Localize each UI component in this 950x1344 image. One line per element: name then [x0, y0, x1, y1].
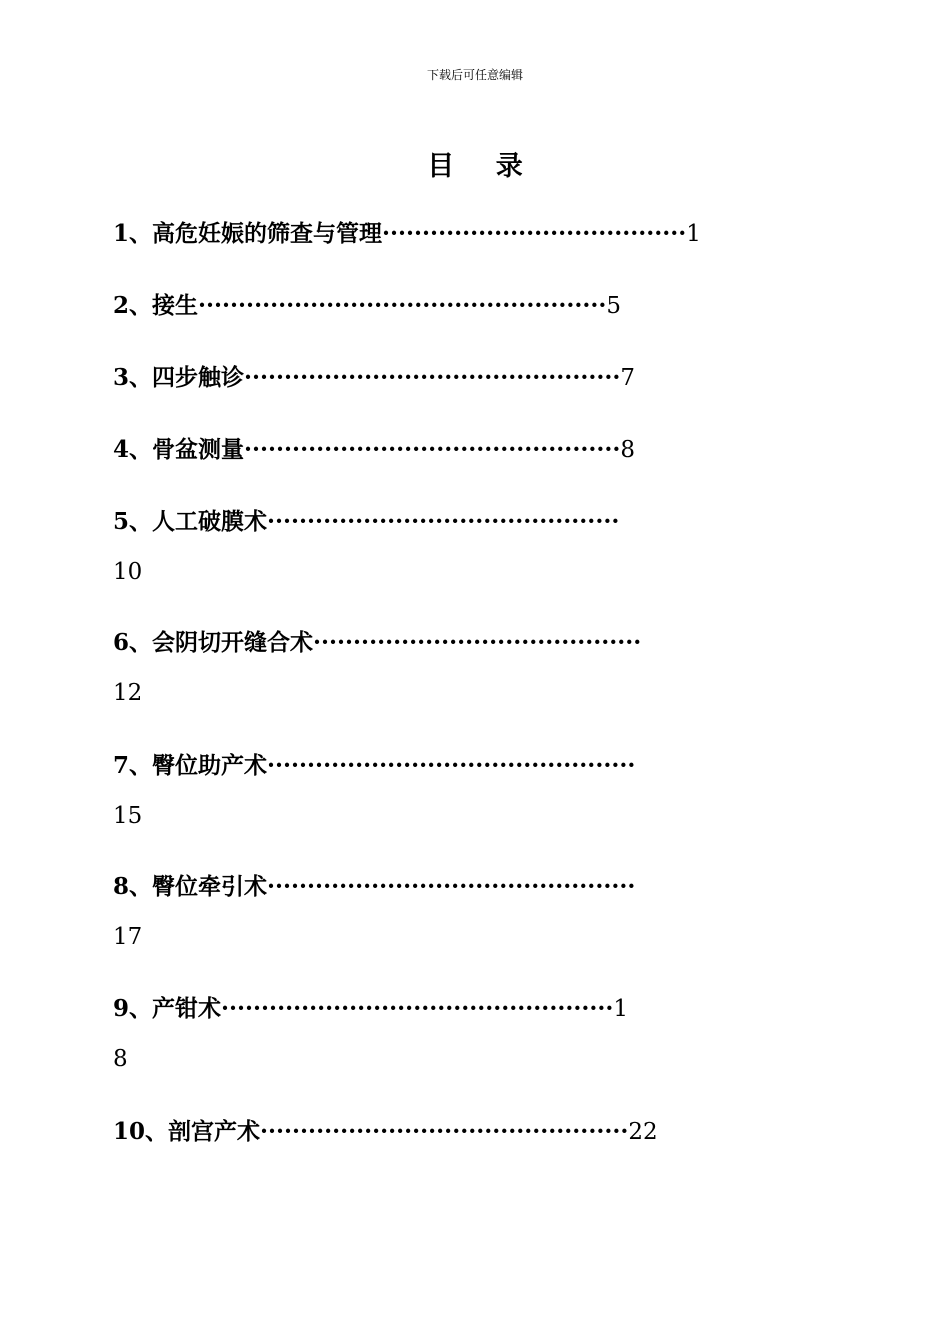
toc-page-number: 5 — [606, 293, 622, 319]
toc-leader-dots: ············································ — [267, 508, 620, 535]
toc-leader-dots: ·············································· — [267, 752, 636, 779]
toc-entry-3[interactable] — [113, 363, 635, 393]
toc-entry-label: 10、剖宫产术 — [113, 1118, 261, 1145]
toc-page-number: 22 — [628, 1119, 658, 1145]
toc-entry-5[interactable] — [113, 507, 619, 537]
toc-entry-8[interactable] — [113, 872, 635, 902]
toc-leader-dots: ··············································· — [244, 364, 621, 391]
toc-entry-7[interactable] — [113, 751, 635, 781]
toc-page-number-continued: 15 — [113, 803, 143, 829]
toc-entry-label: 5、人工破膜术 — [113, 508, 268, 535]
toc-entry-label: 7、臀位助产术 — [113, 752, 268, 779]
toc-page-number-continued: 12 — [113, 680, 143, 706]
toc-entry-2[interactable] — [113, 291, 621, 321]
toc-entry-10[interactable] — [113, 1117, 658, 1147]
toc-page-number: 1 — [613, 996, 629, 1022]
toc-leader-dots: ··················································· — [198, 292, 607, 319]
toc-entry-label: 3、四步触诊 — [113, 364, 245, 391]
toc-leader-dots: ······································ — [382, 220, 687, 247]
toc-page-number: 8 — [620, 437, 636, 463]
toc-entry-label: 8、臀位牵引术 — [113, 873, 268, 900]
toc-leader-dots: ········································· — [313, 629, 642, 656]
toc-entry-9[interactable] — [113, 994, 628, 1024]
toc-entry-4[interactable] — [113, 435, 635, 465]
toc-page-number-continued: 10 — [113, 559, 143, 585]
toc-page-number: 7 — [620, 365, 636, 391]
toc-page-number-continued: 17 — [113, 924, 143, 950]
toc-entry-6[interactable] — [113, 628, 641, 658]
toc-leader-dots: ·············································· — [260, 1118, 629, 1145]
toc-page-number: 1 — [686, 221, 701, 247]
toc-entry-label: 4、骨盆测量 — [113, 436, 245, 463]
toc-entry-1[interactable] — [113, 219, 701, 249]
toc-leader-dots: ··············································· — [244, 436, 621, 463]
toc-entry-label: 1、高危妊娠的筛查与管理 — [113, 220, 383, 247]
page-title: 目 录 — [427, 151, 539, 182]
toc-leader-dots: ················································· — [221, 995, 614, 1022]
toc-page-number-continued: 8 — [113, 1046, 128, 1072]
toc-leader-dots: ·············································· — [267, 873, 636, 900]
toc-entry-label: 2、接生 — [113, 292, 199, 319]
header-note: 下载后可任意编辑 — [426, 68, 523, 82]
toc-entry-label: 6、会阴切开缝合术 — [113, 629, 314, 656]
toc-entry-label: 9、产钳术 — [113, 995, 222, 1022]
